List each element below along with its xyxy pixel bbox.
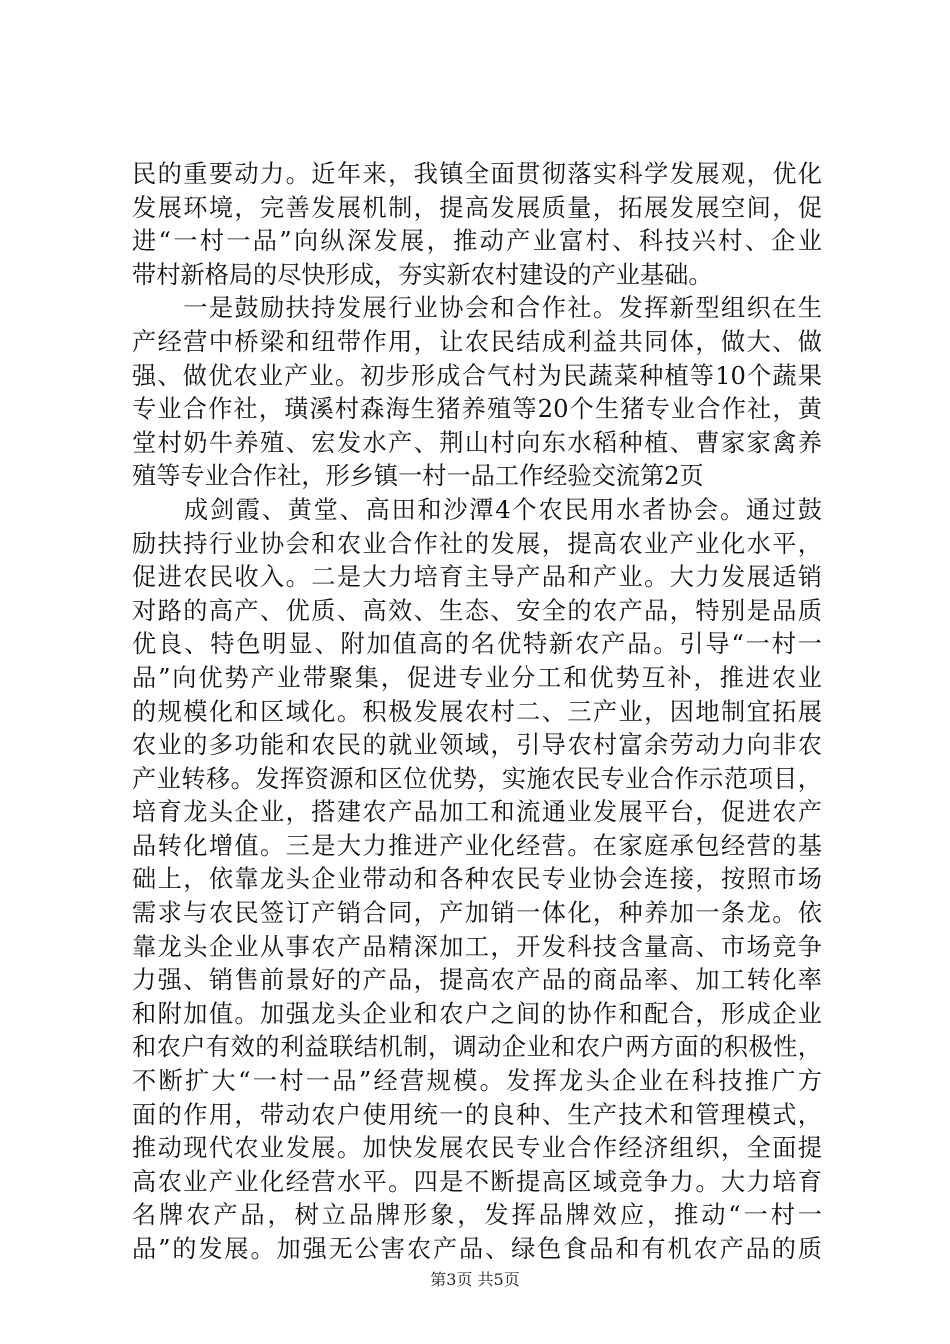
- text-line: 和农户有效的利益联结机制，调动企业和农户两方面的积极性，: [132, 1033, 822, 1062]
- text-line: 一是鼓励扶持发展行业协会和合作社。发挥新型组织在生: [132, 294, 822, 323]
- text-line: 发展环境，完善发展机制，提高发展质量，拓展发展空间，促: [132, 193, 822, 222]
- text-line: 品”的发展。加强无公害农产品、绿色食品和有机农产品的质: [132, 1235, 822, 1263]
- text-line: 殖等专业合作社，形乡镇一村一品工作经验交流第2页: [132, 462, 704, 491]
- text-line: 靠龙头企业从事农产品精深加工，开发科技含量高、市场竞争: [132, 932, 822, 961]
- text-line: 堂村奶牛养殖、宏发水产、荆山村向东水稻种植、曹家家禽养: [132, 428, 822, 457]
- text-line: 对路的高产、优质、高效、生态、安全的农产品，特别是品质: [132, 596, 822, 625]
- text-line: 品”向优势产业带聚集，促进专业分工和优势互补，推进农业: [132, 663, 822, 692]
- text-line: 础上，依靠龙头企业带动和各种农民专业协会连接，按照市场: [132, 865, 822, 894]
- text-line: 推动现代农业发展。加快发展农民专业合作经济组织，全面提: [132, 1134, 822, 1163]
- text-line: 民的重要动力。近年来，我镇全面贯彻落实科学发展观，优化: [132, 160, 822, 188]
- text-line: 面的作用，带动农户使用统一的良种、生产技术和管理模式，: [132, 1100, 822, 1129]
- text-line: 产经营中桥梁和纽带作用，让农民结成利益共同体，做大、做: [132, 327, 822, 356]
- text-line: 专业合作社，璜溪村森海生猪养殖等20个生猪专业合作社，黄: [132, 395, 822, 424]
- text-line: 农业的多功能和农民的就业领域，引导农村富余劳动力向非农: [132, 731, 822, 760]
- body-text: [132, 158, 822, 1267]
- text-line: 成剑霞、黄堂、高田和沙潭4个农民用水者协会。通过鼓: [132, 495, 822, 524]
- text-line: 带村新格局的尽快形成，夯实新农村建设的产业基础。: [132, 260, 713, 289]
- text-line: 和附加值。加强龙头企业和农户之间的协作和配合，形成企业: [132, 999, 822, 1028]
- text-line: 力强、销售前景好的产品，提高农产品的商品率、加工转化率: [132, 966, 822, 995]
- text-line: 强、做优农业产业。初步形成合气村为民蔬菜种植等10个蔬果: [132, 361, 822, 390]
- text-line: 高农业产业化经营水平。四是不断提高区域竞争力。大力培育: [132, 1167, 822, 1196]
- text-line: 名牌农产品，树立品牌形象，发挥品牌效应，推动“一村一: [132, 1201, 822, 1230]
- text-line: 品转化增值。三是大力推进产业化经营。在家庭承包经营的基: [132, 831, 822, 860]
- text-line: 的规模化和区域化。积极发展农村二、三产业，因地制宜拓展: [132, 697, 822, 726]
- text-line: 进“一村一品”向纵深发展，推动产业富村、科技兴村、企业: [132, 227, 822, 256]
- text-line: 培育龙头企业，搭建农产品加工和流通业发展平台，促进农产: [132, 798, 822, 827]
- page-footer: 第3页 共5页: [430, 1270, 520, 1289]
- text-line: 优良、特色明显、附加值高的名优特新农产品。引导“一村一: [132, 630, 822, 659]
- text-line: 产业转移。发挥资源和区位优势，实施农民专业合作示范项目，: [132, 764, 822, 793]
- text-line: 励扶持行业协会和农业合作社的发展，提高农业产业化水平，: [132, 529, 822, 558]
- text-line: 不断扩大“一村一品”经营规模。发挥龙头企业在科技推广方: [132, 1067, 822, 1096]
- text-line: 需求与农民签订产销合同，产加销一体化，种养加一条龙。依: [132, 899, 822, 928]
- text-line: 促进农民收入。二是大力培育主导产品和产业。大力发展适销: [132, 563, 822, 592]
